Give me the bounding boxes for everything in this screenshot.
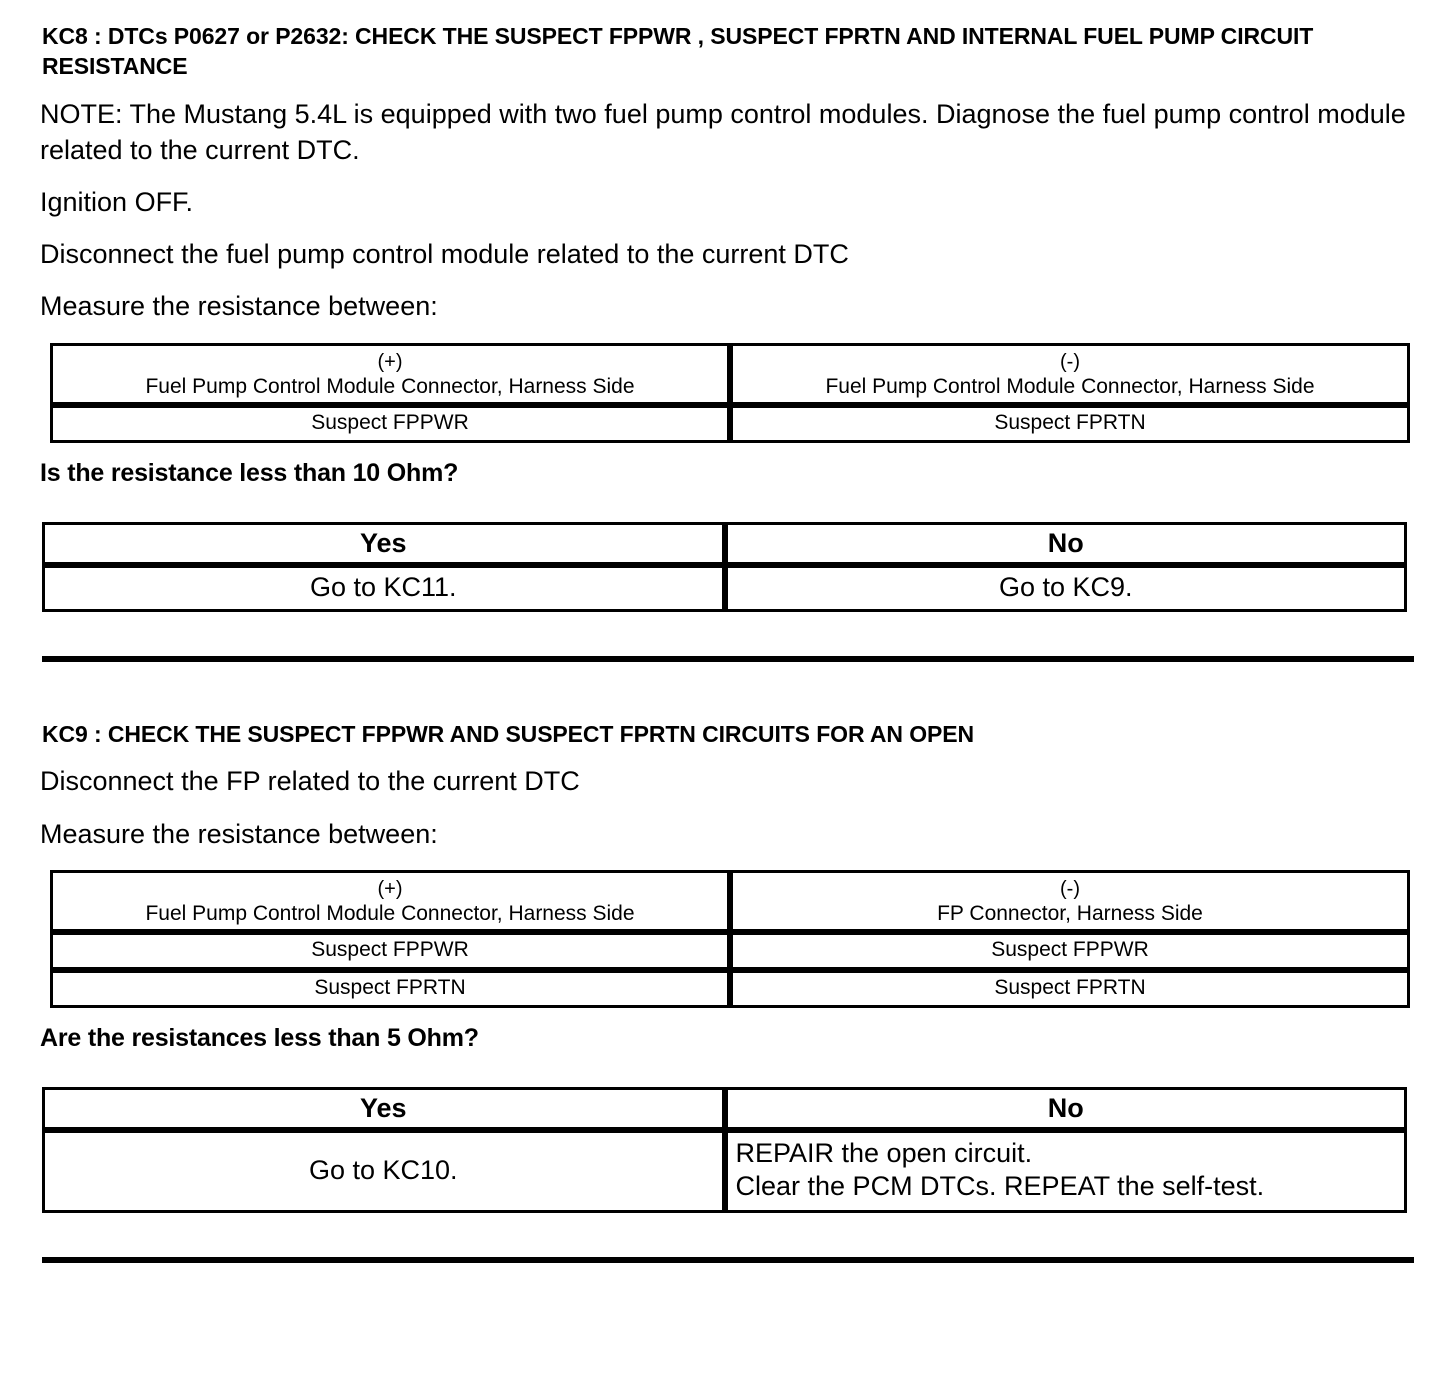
table-row xyxy=(42,565,1407,612)
table-row xyxy=(50,405,1410,443)
table-row xyxy=(42,1087,1407,1130)
result-yes-answer: Go to KC11. xyxy=(42,565,725,612)
table-row xyxy=(42,1130,1407,1214)
table-row xyxy=(42,522,1407,565)
section-kc8-step-ignition: Ignition OFF. xyxy=(40,187,194,218)
measure-positive-circuit: Suspect FPRTN xyxy=(50,970,730,1008)
section-kc8-step-disconnect: Disconnect the fuel pump control module related to the current DTC xyxy=(40,239,849,270)
negative-sign-label: (-) xyxy=(1060,350,1080,373)
section-kc8 xyxy=(40,22,1416,662)
section-kc8-note: NOTE: The Mustang 5.4L is equipped with two fuel pump control modules. Diagnose the fuel pump control module related to the current DTC. xyxy=(40,98,1406,165)
section-kc9-measure-label: Measure the resistance between: xyxy=(40,818,438,849)
section-divider xyxy=(42,1257,1414,1263)
section-kc9-result-table xyxy=(42,1087,1407,1214)
section-spacer xyxy=(40,662,1416,720)
measure-positive-header xyxy=(50,870,730,932)
section-kc8-result-table xyxy=(42,522,1407,612)
positive-location-label: Fuel Pump Control Module Connector, Harness Side xyxy=(145,901,635,925)
negative-location-label: FP Connector, Harness Side xyxy=(937,901,1203,925)
section-kc8-title: KC8 : DTCs P0627 or P2632: CHECK THE SUSPECT FPPWR , SUSPECT FPRTN AND INTERNAL FUEL PUMP CIRCUIT RESISTANCE xyxy=(42,23,1314,79)
section-kc9-question: Are the resistances less than 5 Ohm? xyxy=(40,1023,479,1052)
measure-positive-circuit: Suspect FPPWR xyxy=(50,932,730,970)
section-kc8-measure-label: Measure the resistance between: xyxy=(40,291,438,322)
result-no-answer-line1: REPAIR the open circuit. xyxy=(735,1137,1033,1168)
result-no-header: No xyxy=(725,1087,1408,1130)
result-no-answer xyxy=(725,1130,1408,1214)
result-yes-header: Yes xyxy=(42,1087,725,1130)
result-yes-header: Yes xyxy=(42,522,725,565)
result-yes-answer: Go to KC10. xyxy=(42,1130,725,1214)
section-kc9-title: KC9 : CHECK THE SUSPECT FPPWR AND SUSPECT FPRTN CIRCUITS FOR AN OPEN xyxy=(42,720,974,747)
measure-negative-header xyxy=(730,870,1410,932)
measure-negative-circuit: Suspect FPRTN xyxy=(730,970,1410,1008)
positive-sign-label: (+) xyxy=(377,877,403,900)
section-kc9-step-disconnect: Disconnect the FP related to the current DTC xyxy=(40,766,580,797)
measure-negative-header xyxy=(730,343,1410,405)
measure-negative-circuit: Suspect FPPWR xyxy=(730,932,1410,970)
negative-location-label: Fuel Pump Control Module Connector, Harness Side xyxy=(825,374,1315,398)
table-row xyxy=(50,970,1410,1008)
table-row xyxy=(50,343,1410,405)
positive-location-label: Fuel Pump Control Module Connector, Harness Side xyxy=(145,374,635,398)
table-row xyxy=(50,932,1410,970)
measure-positive-header xyxy=(50,343,730,405)
result-no-answer-line2: Clear the PCM DTCs. REPEAT the self-test. xyxy=(735,1171,1265,1202)
section-kc8-measurement-table xyxy=(50,343,1410,443)
result-no-answer: Go to KC9. xyxy=(725,565,1408,612)
negative-sign-label: (-) xyxy=(1060,877,1080,900)
section-kc8-question: Is the resistance less than 10 Ohm? xyxy=(40,458,459,487)
table-row xyxy=(50,870,1410,932)
section-kc9 xyxy=(40,720,1416,1263)
result-no-header: No xyxy=(725,522,1408,565)
measure-positive-circuit: Suspect FPPWR xyxy=(50,405,730,443)
section-kc9-measurement-table xyxy=(50,870,1410,1008)
measure-negative-circuit: Suspect FPRTN xyxy=(730,405,1410,443)
positive-sign-label: (+) xyxy=(377,350,403,373)
